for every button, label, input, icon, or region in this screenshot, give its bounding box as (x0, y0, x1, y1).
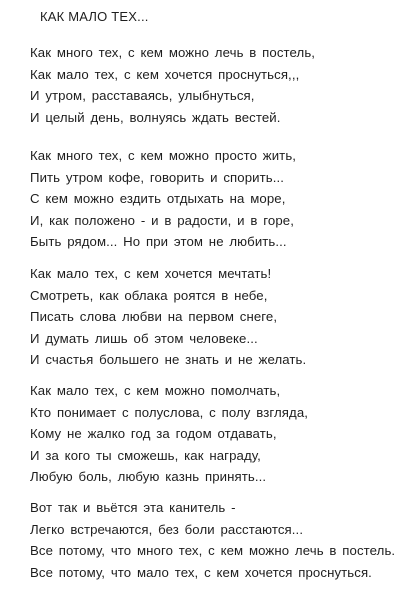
poem-line: Как мало тех, с кем хочется мечтать! (30, 266, 272, 281)
poem-line: Пить утром кофе, говорить и спорить... (30, 169, 285, 185)
poem-line: Легко встречаются, без боли расстаются... (30, 521, 304, 537)
poem-line: Все потому, что мало тех, с кем хочется проснуться. (30, 564, 372, 580)
poem-line: И утром, расставаясь, улыбнуться, (30, 88, 255, 103)
poem-line: С кем можно ездить отдыхать на море, (30, 191, 286, 206)
poem-line: И думать лишь об этом человеке... (30, 330, 258, 346)
poem-line: Смотреть, как облака роятся в небе, (30, 287, 268, 303)
poem-line: Любую боль, любую казнь принять... (30, 469, 267, 484)
poem-line: И счастья большего не знать и не желать. (30, 352, 307, 367)
poem-line: Как мало тех, с кем хочется проснуться,,, (30, 66, 300, 82)
poem-line: Как мало тех, с кем можно помолчать, (30, 383, 281, 398)
poem-line: Кому не жалко год за годом отдавать, (30, 426, 277, 441)
poem-line: Быть рядом... Но при этом не любить... (30, 234, 287, 249)
poem-line: Как много тех, с кем можно лечь в постель, (30, 45, 316, 60)
poem-line: Как много тех, с кем можно просто жить, (30, 148, 297, 163)
poem-title: КАК МАЛО ТЕХ... (40, 9, 149, 24)
poem-line: Кто понимает с полуслова, с полу взгляда, (30, 404, 309, 420)
poem-line: И, как положено - и в радости, и в горе, (30, 212, 294, 228)
stanza-5 (30, 497, 400, 583)
poem-line: Вот так и вьётся эта канитель - (30, 500, 236, 515)
poem-line: Все потому, что много тех, с кем можно лечь в постель. (30, 543, 396, 558)
stanza-2 (30, 145, 400, 253)
poem-line: И целый день, волнуясь ждать вестей. (30, 109, 281, 125)
stanza-4 (30, 380, 400, 488)
poem-line: Писать слова любви на первом снеге, (30, 309, 278, 324)
poem-line: И за кого ты сможешь, как награду, (30, 447, 261, 463)
stanza-3 (30, 263, 400, 371)
stanza-1 (30, 42, 400, 128)
